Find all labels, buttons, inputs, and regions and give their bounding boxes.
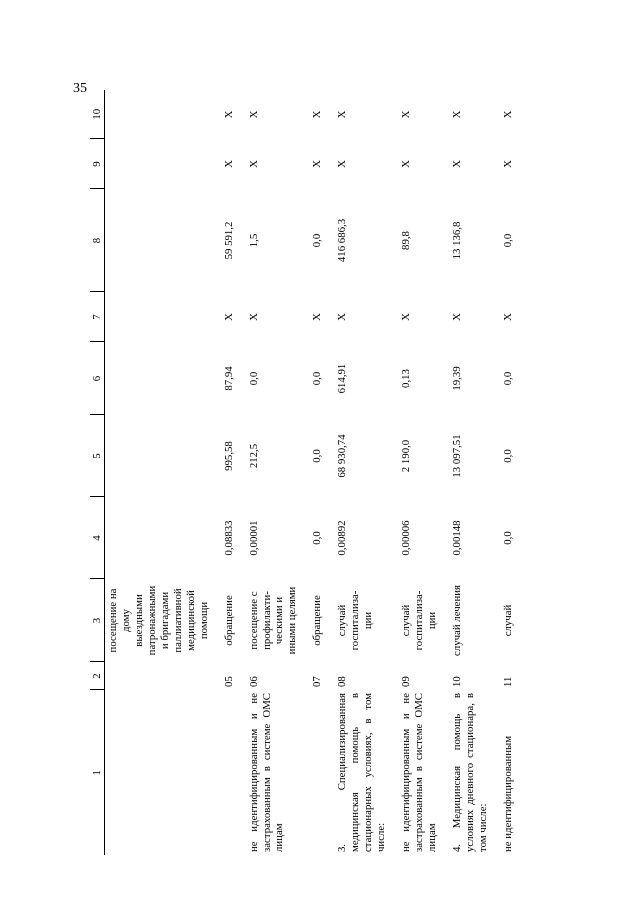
table-row (449, 90, 500, 855)
row-code-cell: 06 (247, 676, 260, 687)
row-code-cell (105, 662, 221, 690)
row-name-cell: 4. Медицинская помощь в условиях дневного стационара, в том числе: (451, 693, 489, 852)
column-header: 7 (90, 292, 105, 342)
row-code-cell: 07 (311, 676, 324, 687)
table-row (309, 90, 334, 855)
row-code-cell: 10 (451, 676, 464, 687)
value-cell: Х (311, 160, 324, 168)
value-cell: 89,8 (400, 231, 413, 250)
value-cell: Х (247, 160, 260, 168)
unit-cell: обращение (311, 595, 324, 646)
value-cell: 0,00892 (336, 520, 349, 556)
unit-cell: посещение с профилакти-ческими и иными целями (247, 586, 299, 655)
row-name-cell (105, 690, 221, 855)
column-number-header (90, 90, 105, 855)
value-cell (105, 497, 221, 579)
value-cell: 0,0 (311, 371, 324, 386)
value-cell: Х (400, 160, 413, 168)
value-cell: Х (501, 160, 514, 168)
value-cell (105, 90, 221, 139)
column-header: 9 (90, 139, 105, 189)
table-row (105, 90, 221, 855)
table-row (500, 90, 525, 855)
row-code-cell: 05 (222, 676, 235, 687)
value-cell: 416 686,3 (336, 218, 349, 263)
row-code-cell: 08 (336, 676, 349, 687)
value-cell (105, 292, 221, 342)
value-cell: Х (311, 313, 324, 321)
unit-cell: обращение (222, 595, 235, 646)
unit-cell: случай (501, 604, 514, 637)
column-header: 2 (90, 662, 105, 690)
value-cell: 13 136,8 (451, 221, 464, 260)
page-number: 35 (73, 81, 87, 96)
unit-cell: случай госпитализа-ции (336, 590, 375, 651)
value-cell: 0,0 (311, 449, 324, 463)
value-cell: Х (247, 110, 260, 119)
value-cell: 0,08833 (222, 520, 235, 556)
value-cell (105, 189, 221, 292)
row-name-cell (221, 690, 246, 855)
rotated-table-container (90, 90, 610, 855)
value-cell: 0,0 (501, 531, 514, 545)
value-cell: Х (451, 160, 464, 168)
value-cell: 614,91 (336, 363, 349, 394)
value-cell: Х (501, 313, 514, 321)
value-cell: Х (311, 110, 324, 119)
value-cell: 2 190,0 (400, 439, 413, 473)
value-cell: Х (451, 313, 464, 321)
unit-cell: случай лечения (451, 585, 464, 656)
value-cell (105, 139, 221, 189)
row-code-cell: 09 (400, 676, 413, 687)
row-name-cell (309, 690, 334, 855)
row-name-cell: не идентифицированным и не застрахованным в системе ОМС лицам (400, 693, 439, 852)
value-cell: 87,94 (222, 366, 235, 391)
column-header: 4 (90, 497, 105, 579)
table-body (105, 90, 525, 855)
value-cell: Х (222, 160, 235, 168)
table-row (398, 90, 449, 855)
column-header: 5 (90, 415, 105, 497)
value-cell: Х (222, 110, 235, 119)
column-header: 3 (90, 579, 105, 662)
value-cell (105, 415, 221, 497)
unit-cell: посещение на дому выездными патронажными и бригадами паллиативной медицинской помощи (107, 585, 210, 656)
row-code-cell: 11 (501, 676, 514, 687)
row-name-cell: не идентифицированным и не застрахованным в системе ОМС лицам (247, 693, 286, 852)
value-cell: 59 591,2 (222, 221, 235, 260)
value-cell (105, 342, 221, 415)
value-cell: Х (501, 110, 514, 119)
value-cell: Х (336, 313, 349, 321)
value-cell: 13 097,51 (451, 434, 464, 478)
column-header: 6 (90, 342, 105, 415)
value-cell: 0,00148 (451, 520, 464, 556)
value-cell: 1,5 (247, 233, 260, 248)
value-cell: Х (336, 110, 349, 119)
value-cell: 0,0 (501, 449, 514, 463)
column-header: 1 (90, 690, 105, 855)
value-cell: Х (451, 110, 464, 119)
tariff-table (90, 90, 525, 855)
value-cell: 212,5 (247, 443, 260, 469)
value-cell: 995,58 (222, 441, 235, 471)
value-cell: Х (247, 313, 260, 321)
row-name-cell: 3. Специализированная медицинская помощь в стационарных условиях, в том числе: (336, 693, 388, 852)
value-cell: 0,0 (501, 371, 514, 386)
unit-cell: случай госпитализа-ции (400, 590, 439, 651)
column-header: 10 (90, 90, 105, 139)
value-cell: 0,0 (311, 233, 324, 248)
column-header: 8 (90, 189, 105, 292)
value-cell: Х (336, 160, 349, 168)
value-cell: 0,13 (400, 369, 413, 388)
value-cell: 0,0 (247, 371, 260, 386)
value-cell: 0,00001 (247, 520, 260, 556)
value-cell: 0,0 (501, 233, 514, 248)
table-row (246, 90, 310, 855)
value-cell: 0,0 (311, 531, 324, 545)
table-row (221, 90, 246, 855)
value-cell: 0,00006 (400, 520, 413, 556)
value-cell: Х (400, 313, 413, 321)
row-name-cell: не идентифицированным (501, 735, 514, 852)
table-row (334, 90, 398, 855)
value-cell: 19,39 (451, 366, 464, 391)
value-cell: Х (400, 110, 413, 119)
value-cell: Х (222, 313, 235, 321)
value-cell: 68 930,74 (336, 434, 349, 478)
